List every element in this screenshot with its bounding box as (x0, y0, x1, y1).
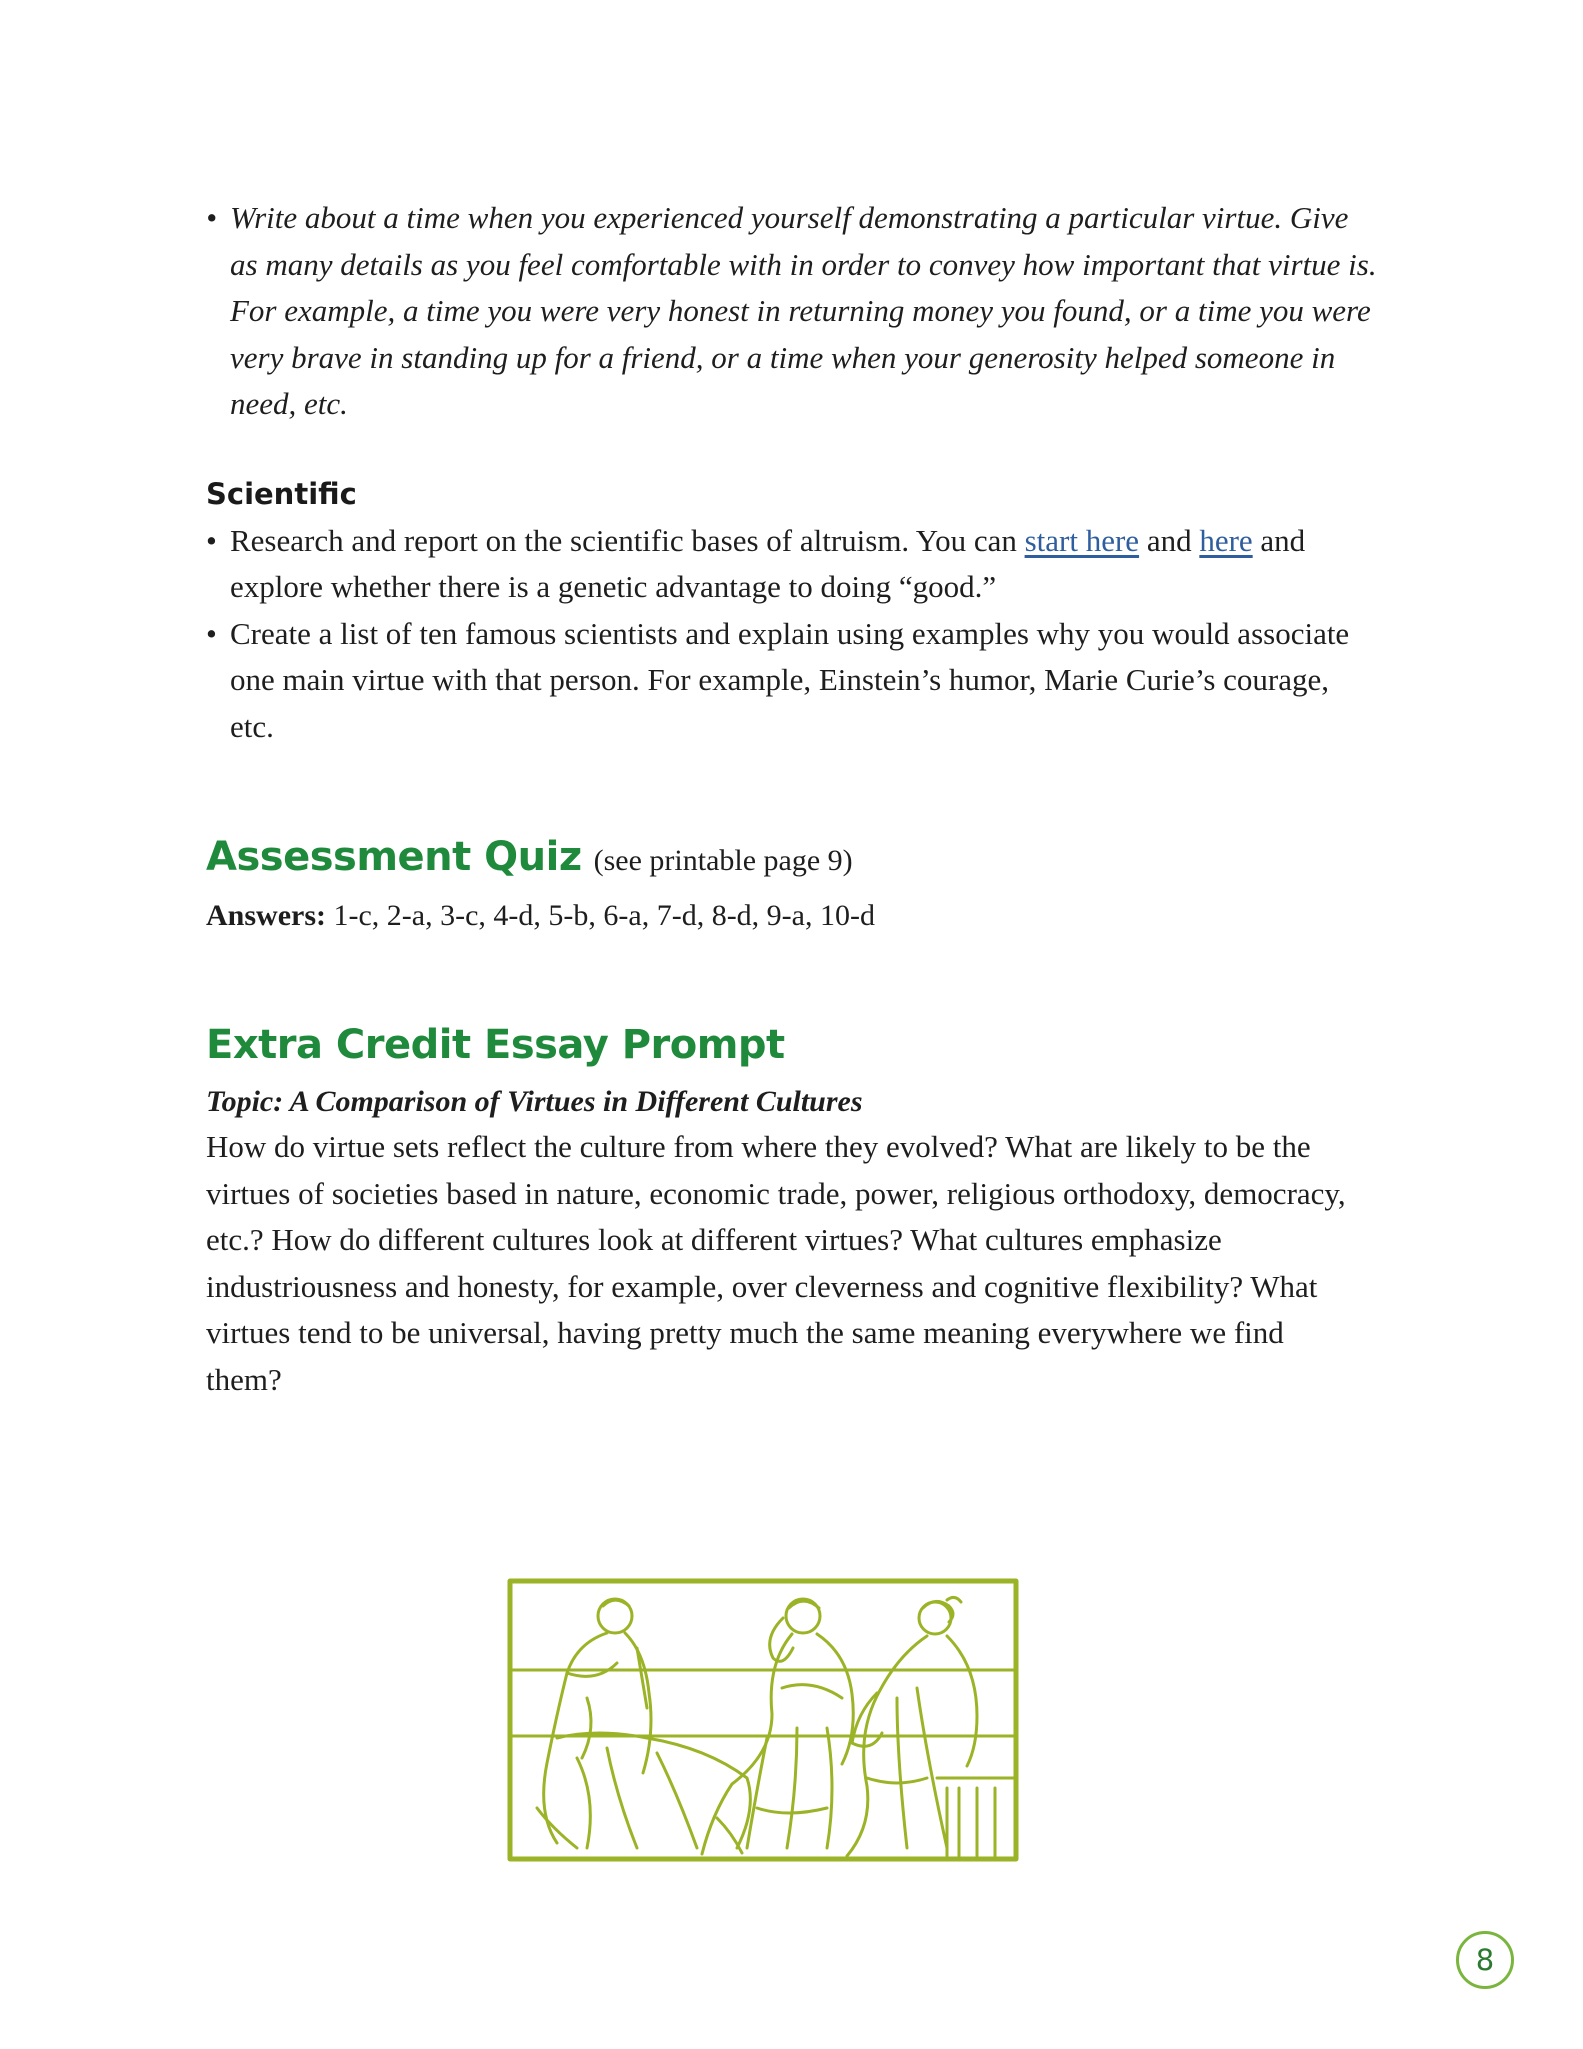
quiz-heading: Assessment Quiz (206, 834, 582, 880)
essay-heading: Extra Credit Essay Prompt (206, 1022, 785, 1068)
list-item (206, 195, 1380, 428)
answers-value: 1-c, 2-a, 3-c, 4-d, 5-b, 6-a, 7-d, 8-d, 9-a, 10-d (333, 899, 875, 932)
scientific-item2-text: Create a list of ten famous scientists and explain using examples why you would associate one main virtue with that person. For example, Einstein’s humor, Marie Curie’s courage, etc. (230, 615, 1350, 744)
list-item (206, 611, 1380, 751)
intro-bullet-text: Write about a time when you experienced yourself demonstrating a particular virtue. Give as many details as you feel comfortable with in order to convey how important that virtue is. For example, a time you were very honest in returning money you found, or a time you were very brave in standing up for a friend, or a time when your generosity helped someone in need, etc. (230, 200, 1377, 421)
bullet-icon: • (206, 615, 217, 651)
scientific-list (206, 518, 1366, 751)
essay-topic: Topic: A Comparison of Virtues in Different Cultures (206, 1085, 863, 1118)
scientific-item1-text-before: Research and report on the scientific bases of altruism. You can (230, 522, 1025, 558)
answers-label: Answers: (206, 899, 326, 932)
here-link[interactable]: here (1199, 522, 1253, 558)
scientific-label: Scientific (206, 476, 357, 511)
classical-figures-illustration-icon (507, 1578, 1019, 1862)
scientific-item1-text-after: and explore whether there is a genetic advantage to doing “good.” (230, 522, 1306, 604)
quiz-answers (206, 894, 1366, 938)
quiz-note: (see printable page 9) (593, 844, 853, 877)
essay-body: How do virtue sets reflect the culture from where they evolved? What are likely to be the virtues of societies based in nature, economic trade, power, religious orthodoxy, democracy, etc.? How do different cultures look at different virtues? What cultures emphasize industriousness and honesty, for example, over cleverness and cognitive flexibility? What virtues tend to be universal, having pretty much the same meaning everywhere we find them? (206, 1129, 1346, 1397)
page-number-badge: 8 (1456, 1931, 1514, 1989)
scientific-item1-text-middle: and (1139, 522, 1200, 558)
quiz-heading-row (206, 832, 1366, 882)
start-here-link[interactable]: start here (1024, 522, 1140, 558)
list-item (206, 518, 1380, 611)
bullet-icon: • (206, 522, 217, 558)
bullet-icon: • (206, 200, 217, 235)
intro-list (206, 195, 1377, 428)
page-content (206, 195, 1377, 1403)
